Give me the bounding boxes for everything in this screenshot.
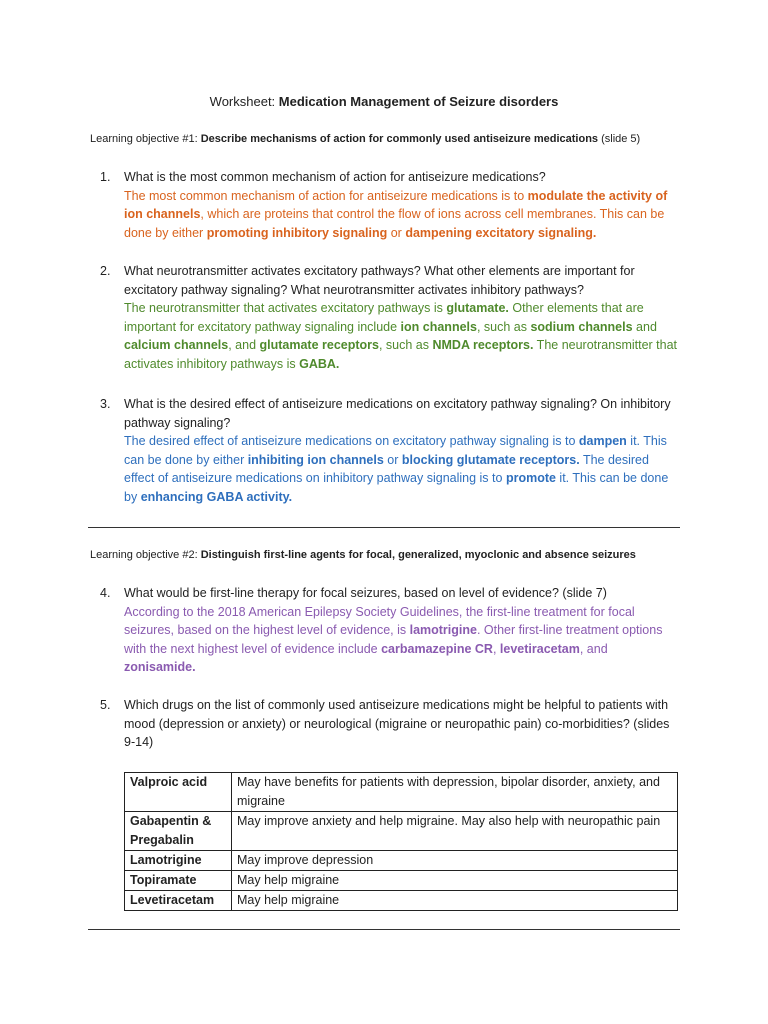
table-row [125,871,678,891]
section-divider [88,527,680,528]
question-text: What neurotransmitter activates excitatory pathways? What other elements are important for excitatory pathway signaling? What neurotransmitter activates inhibitory pathways? [124,264,635,297]
drug-note: May help migraine [232,891,678,911]
question-number: 2. [100,264,111,278]
drug-note: May help migraine [232,871,678,891]
question-text: Which drugs on the list of commonly used antiseizure medications might be helpful to patients with mood (depression or anxiety) or neurological (migraine or neuropathic pain) co-morbidities? (slides 9-14) [124,698,670,750]
drug-note: May improve depression [232,851,678,871]
table-row [125,891,678,911]
medication-table [124,772,678,911]
question-5 [100,696,680,752]
question-text: What is the most common mechanism of action for antiseizure medications? [124,170,546,184]
question-number: 4. [100,586,111,600]
worksheet-title: Worksheet: Medication Management of Seizure disorders [209,94,559,109]
drug-name: Topiramate [125,871,232,891]
drug-name: Valproic acid [125,773,232,812]
drug-name: Levetiracetam [125,891,232,911]
answer-1: The most common mechanism of action for antiseizure medications is to modulate the activity of ion channels, which are proteins that control the flow of ions across cell membranes. This can be done by either promoting inhibitory signaling or dampening excitatory signaling. [124,188,668,240]
drug-name: Gabapentin & Pregabalin [125,812,232,851]
drug-note: May improve anxiety and help migraine. May also help with neuropathic pain [232,812,678,851]
question-4 [100,584,680,677]
answer-2: The neurotransmitter that activates excitatory pathways is glutamate. Other elements that are important for excitatory pathway signaling include ion channels, such as sodium channels and calcium channels, and glutamate receptors, such as NMDA receptors. The neurotransmitter that activates inhibitory pathways is GABA. [124,301,678,371]
question-1 [100,168,680,242]
answer-3: The desired effect of antiseizure medications on excitatory pathway signaling is to dampen it. This can be done by either inhibiting ion channels or blocking glutamate receptors. The desired effect of antiseizure medications on inhibitory pathway signaling is to promote it. This can be done by enhancing GABA activity. [124,434,669,504]
drug-note: May have benefits for patients with depression, bipolar disorder, anxiety, and migraine [232,773,678,812]
table-row [125,773,678,812]
table-row [125,851,678,871]
learning-objective-2: Learning objective #2: Distinguish first-line agents for focal, generalized, myoclonic and absence seizures [90,549,636,561]
table-row [125,812,678,851]
question-number: 1. [100,170,111,184]
learning-objective-1: Learning objective #1: Describe mechanisms of action for commonly used antiseizure medications (slide 5) [90,133,641,145]
drug-name: Lamotrigine [125,851,232,871]
question-text: What is the desired effect of antiseizure medications on excitatory pathway signaling? On inhibitory pathway signaling? [124,397,671,430]
question-number: 5. [100,698,111,712]
answer-4: According to the 2018 American Epilepsy Society Guidelines, the first-line treatment for focal seizures, based on the highest level of evidence, is lamotrigine. Other first-line treatment options with the next highest level of evidence include carbamazepine CR, levetiracetam, and zonisamide. [124,604,663,675]
question-number: 3. [100,397,111,411]
section-divider [88,929,680,930]
question-text: What would be first-line therapy for focal seizures, based on level of evidence? (slide 7) [124,586,607,600]
question-3 [100,395,680,507]
question-2 [100,262,680,374]
